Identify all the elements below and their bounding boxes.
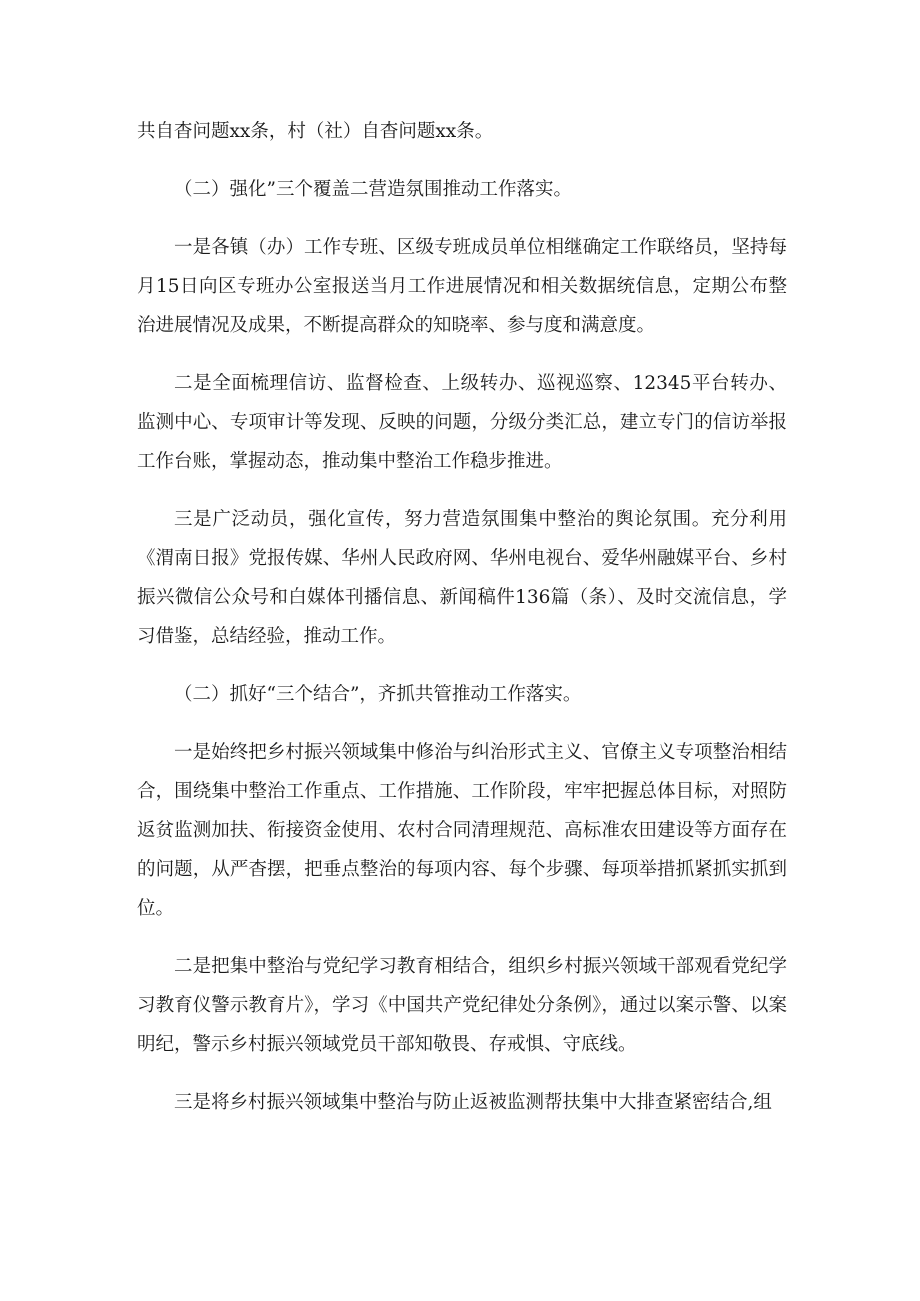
paragraph-7: 一是始终把乡村振兴领域集中修治与纠治形式主义、官僚主义专项整治相结合，围绕集中整治工作重点、工作措施、工作阶段，牢牢把握总体目标，对照防返贫监测加扶、衔接资金使用、农村合同清理规范、高标准农田建设等方面存在的问题，从严杳摆，把垂点整治的每项内容、每个步骤、每项举措抓紧抓实抓到位。 — [137, 742, 787, 919]
paragraph-3: 一是各镇（办）工作专班、区级专班成员单位相继确定工作联络员，坚持每月15日向区专班办公室报送当月工作进展情况和相关数据统信息，定期公布整治进展情况及成果，不断提高群众的知晓率、参与度和满意度。 — [137, 237, 787, 336]
document-page — [137, 112, 787, 1141]
section-heading-1: （二）强化”三个覆盖二营造氛围推动工作落实。 — [174, 179, 572, 200]
paragraph-5: 三是广泛动员，强化宣传，努力营造氛围集中整治的舆论氛围。充分利用《渭南日报》党报传媒、华州人民政府网、华州电视台、爱华州融媒平台、乡村振兴微信公众号和白媒体刊播信息、新闻稿件136篇（条）、及时交流信息，学习借鉴，总结经验，推动工作。 — [137, 509, 787, 647]
paragraph-9: 三是将乡村振兴领域集中整治与防止返被监测帮扶集中大排查紧密结合,组 — [174, 1092, 772, 1113]
paragraph-4: 二是全面梳理信访、监督检查、上级转办、巡视巡察、12345平台转办、监测中心、专项审计等发现、反映的问题，分级分类汇总，建立专门的信访举报工作台账，掌握动态，推动集中整治工作稳步推进。 — [137, 373, 787, 472]
paragraph-8: 二是把集中整治与党纪学习教育相结合，组织乡村振兴领域干部观看党纪学习教育仪警示教育片》，学习《中国共产党纪律处分条例》，通过以案示警、以案明纪，警示乡村振兴领域党员干部知敬畏、存戒惧、守底线。 — [137, 956, 787, 1055]
paragraph-1: 共自杳问题xx条，村（社）自杳问题xx条。 — [137, 121, 494, 142]
section-heading-2: （二）抓好“三个结合”，齐抓共管推动工作落实。 — [174, 684, 582, 705]
